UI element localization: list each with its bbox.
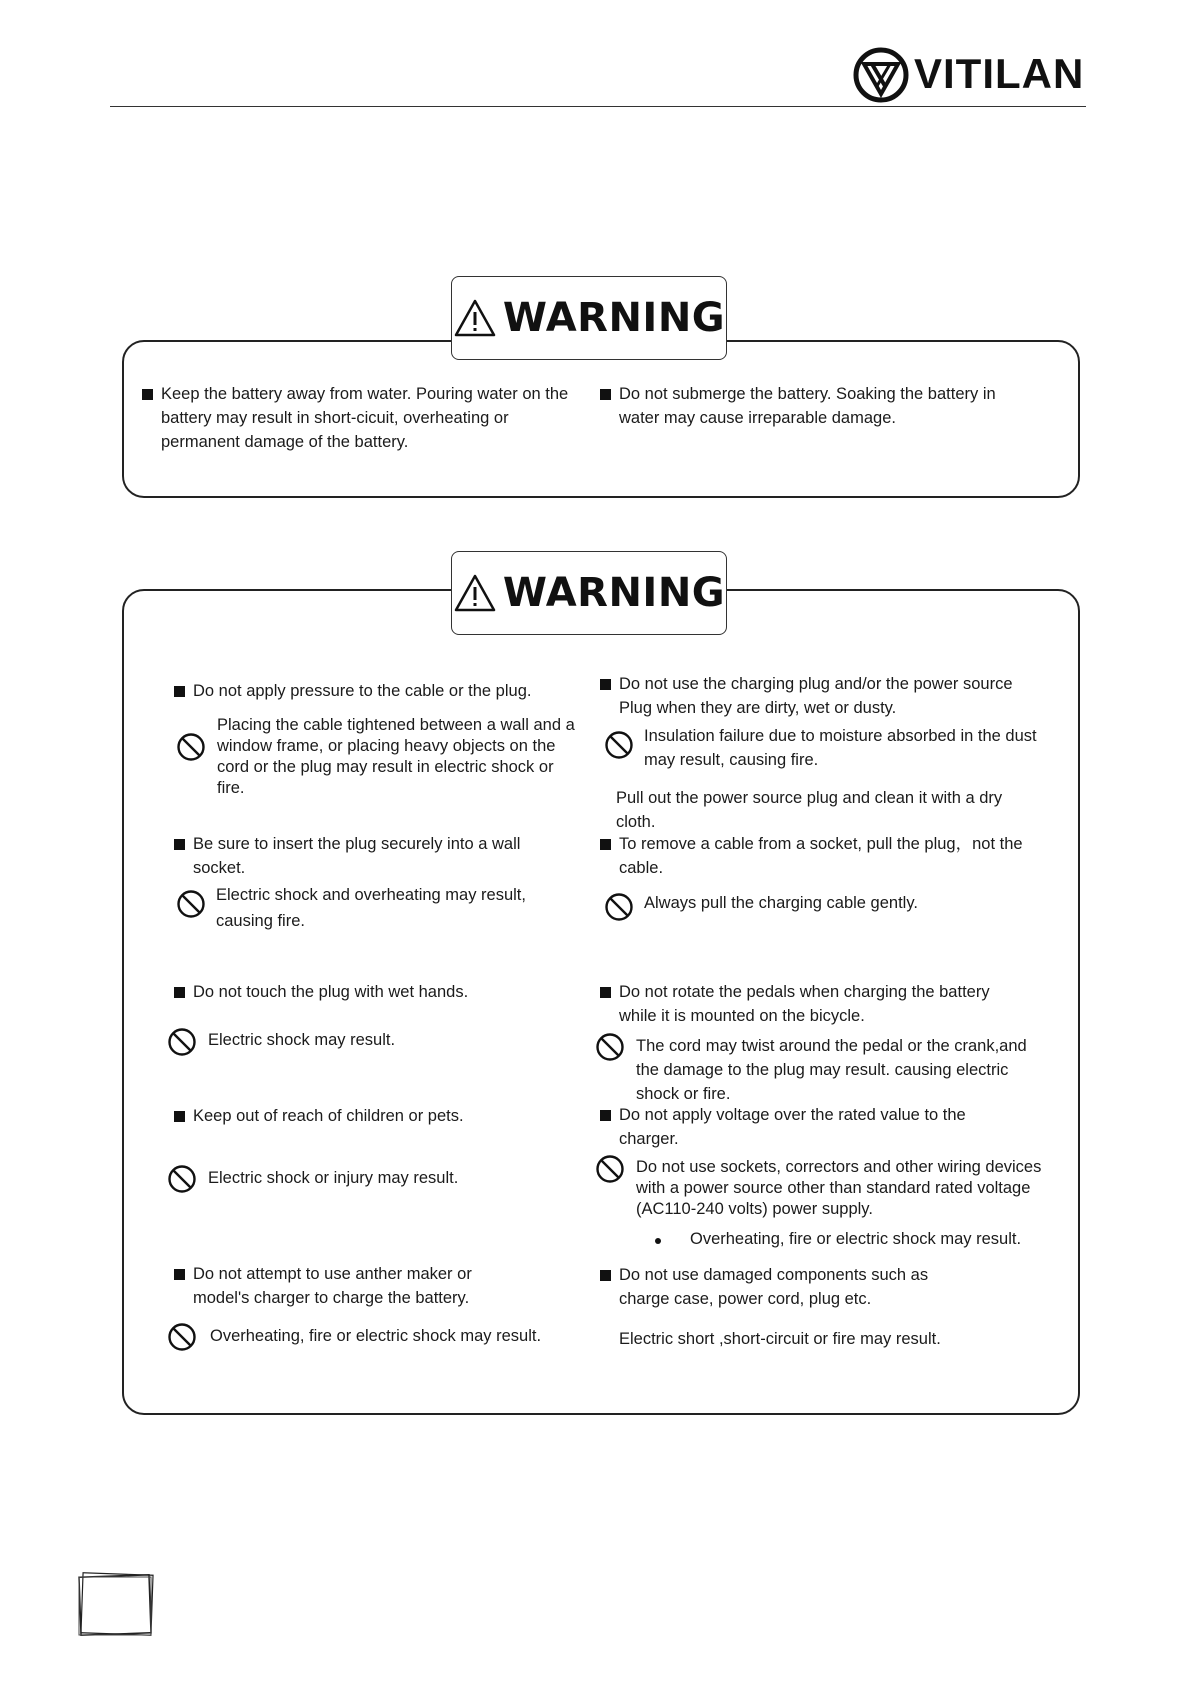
bullet-square-icon [174, 987, 185, 998]
bullet-dot-icon [655, 1238, 661, 1244]
heading-text: Do not rotate the pedals when charging the battery while it is mounted on the bicycle. [619, 983, 990, 1025]
right-item-4-extra: Overheating, fire or electric shock may result. [690, 1230, 1022, 1248]
right-item-1-extra: Pull out the power source plug and clean it with a dry cloth. [616, 789, 1003, 831]
bullet-square-icon [600, 389, 611, 400]
bullet-square-icon [174, 839, 185, 850]
bullet-square-icon [174, 1111, 185, 1122]
warning-title-2: WARNING [502, 570, 726, 616]
heading-text: Do not apply pressure to the cable or the plug. [193, 682, 532, 700]
item-text: Keep the battery away from water. Pouring water on the battery may result in short-cicuit, overheating or permanent damage of the battery. [161, 385, 569, 451]
brand-logo [852, 46, 1085, 110]
heading-text: Keep out of reach of children or pets. [193, 1107, 464, 1125]
left-item-2-heading [174, 832, 554, 880]
left-item-3-note: Electric shock may result. [208, 1031, 396, 1049]
prohibited-icon [167, 1027, 197, 1057]
right-item-3-note: The cord may twist around the pedal or the crank,and the damage to the plug may result. causing electric shock or fire. [636, 1037, 1027, 1103]
bullet-square-icon [142, 389, 153, 400]
right-item-1-heading [600, 672, 1040, 720]
warning-triangle-icon [453, 573, 497, 613]
prohibited-icon [595, 1154, 625, 1184]
prohibited-icon [595, 1032, 625, 1062]
logo-emblem-icon [852, 46, 910, 104]
heading-text: Do not apply voltage over the rated value to the charger. [619, 1106, 966, 1148]
right-item-3-heading [600, 980, 1020, 1028]
left-item-4-note: Electric shock or injury may result. [208, 1169, 459, 1187]
warning-1-item-right [600, 382, 1030, 430]
heading-text: Do not touch the plug with wet hands. [193, 983, 469, 1001]
left-item-5-heading [174, 1262, 514, 1310]
left-item-1-note: Placing the cable tightened between a wall and a window frame, or placing heavy objects on the cord or the plug may result in electric shock or fire. [217, 716, 575, 797]
warning-tab-1 [451, 276, 727, 360]
left-item-2-note: Electric shock and overheating may result, causing fire. [216, 886, 526, 930]
warning-title-1: WARNING [502, 295, 726, 341]
brand-name: VITILAN [914, 50, 1085, 97]
right-item-1-note: Insulation failure due to moisture absorbed in the dust may result, causing fire. [644, 727, 1037, 769]
header-divider [110, 106, 1086, 107]
prohibited-icon [176, 732, 206, 762]
heading-text: Do not use the charging plug and/or the power source Plug when they are dirty, wet or dusty. [619, 675, 1013, 717]
heading-text: To remove a cable from a socket, pull the plug，not the cable. [619, 835, 1023, 877]
warning-tab-2 [451, 551, 727, 635]
right-item-5-extra: Electric short ,short-circuit or fire may result. [619, 1330, 941, 1348]
bullet-square-icon [600, 987, 611, 998]
heading-text: Be sure to insert the plug securely into a wall socket. [193, 835, 521, 877]
bullet-square-icon [174, 1269, 185, 1280]
right-item-4-note: Do not use sockets, correctors and other wiring devices with a power source other than standard rated voltage (AC110-240 volts) power supply. [636, 1158, 1042, 1218]
bullet-square-icon [174, 686, 185, 697]
left-item-3-heading [174, 980, 554, 1004]
left-item-5-note: Overheating, fire or electric shock may result. [210, 1327, 542, 1345]
right-item-2-heading [600, 832, 1040, 880]
left-item-1-heading [174, 679, 574, 703]
page-number-frame-icon [74, 1568, 160, 1642]
prohibited-icon [604, 892, 634, 922]
warning-triangle-icon [453, 298, 497, 338]
left-item-4-heading [174, 1104, 554, 1128]
warning-1-item-left [142, 382, 572, 454]
prohibited-icon [167, 1164, 197, 1194]
bullet-square-icon [600, 839, 611, 850]
bullet-square-icon [600, 1270, 611, 1281]
heading-text: Do not attempt to use anther maker or model's charger to charge the battery. [193, 1265, 472, 1307]
item-text: Do not submerge the battery. Soaking the battery in water may cause irreparable damage. [619, 385, 996, 427]
prohibited-icon [176, 889, 206, 919]
bullet-square-icon [600, 679, 611, 690]
right-item-5-heading [600, 1263, 960, 1311]
right-item-4-heading [600, 1103, 1000, 1151]
heading-text: Do not use damaged components such as charge case, power cord, plug etc. [619, 1266, 929, 1308]
bullet-square-icon [600, 1110, 611, 1121]
right-item-2-note: Always pull the charging cable gently. [644, 894, 918, 912]
prohibited-icon [604, 730, 634, 760]
prohibited-icon [167, 1322, 197, 1352]
